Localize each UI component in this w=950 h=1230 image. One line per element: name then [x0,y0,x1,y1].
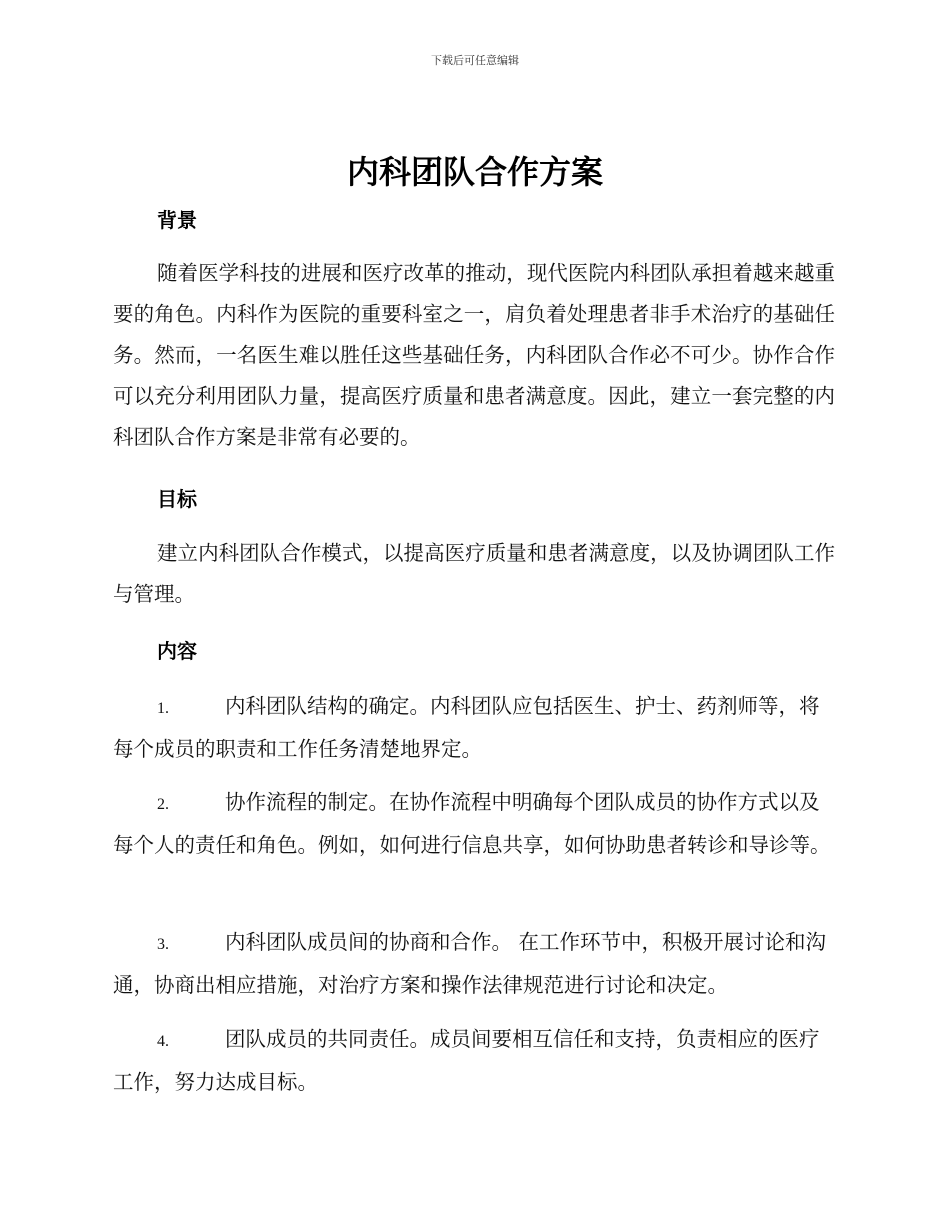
list-item [113,686,838,770]
list-item-number: 1. [157,700,169,717]
section-paragraph-goal: 建立内科团队合作模式，以提高医疗质量和患者满意度，以及协调团队工作与管理。 [113,541,835,606]
section-paragraph-background: 随着医学科技的进展和医疗改革的推动，现代医院内科团队承担着越来越重要的角色。内科作为医院的重要科室之一，肩负着处理患者非手术治疗的基础任务。然而，一名医生难以胜任这些基础任务，内科团队合作必不可少。协作合作可以充分利用团队力量，提高医疗质量和患者满意度。因此，建立一套完整的内科团队合作方案是非常有必要的。 [113,261,835,449]
list-item-text: 团队成员的共同责任。成员间要相互信任和支持，负责相应的医疗工作，努力达成目标。 [113,1027,820,1094]
list-item-text: 内科团队结构的确定。内科团队应包括医生、护士、药剂师等，将每个成员的职责和工作任务清楚地界定。 [113,694,820,761]
list-item [113,782,838,866]
list-item-number: 2. [157,796,169,813]
section-heading-goal: 目标 [157,487,197,511]
section-heading-content: 内容 [157,639,197,663]
section-heading-background: 背景 [157,208,197,232]
list-item [113,922,838,1006]
page-header-note: 下载后可任意编辑 [431,54,519,67]
list-item [113,1019,838,1103]
list-item-number: 4. [157,1033,169,1050]
list-item-text: 协作流程的制定。在协作流程中明确每个团队成员的协作方式以及每个人的责任和角色。例如，如何进行信息共享，如何协助患者转诊和导诊等。 [113,790,831,857]
list-item-text: 内科团队成员间的协商和合作。 在工作环节中，积极开展讨论和沟通，协商出相应措施，对治疗方案和操作法律规范进行讨论和决定。 [113,930,827,997]
list-item-number: 3. [157,936,169,953]
document-title: 内科团队合作方案 [346,153,603,191]
